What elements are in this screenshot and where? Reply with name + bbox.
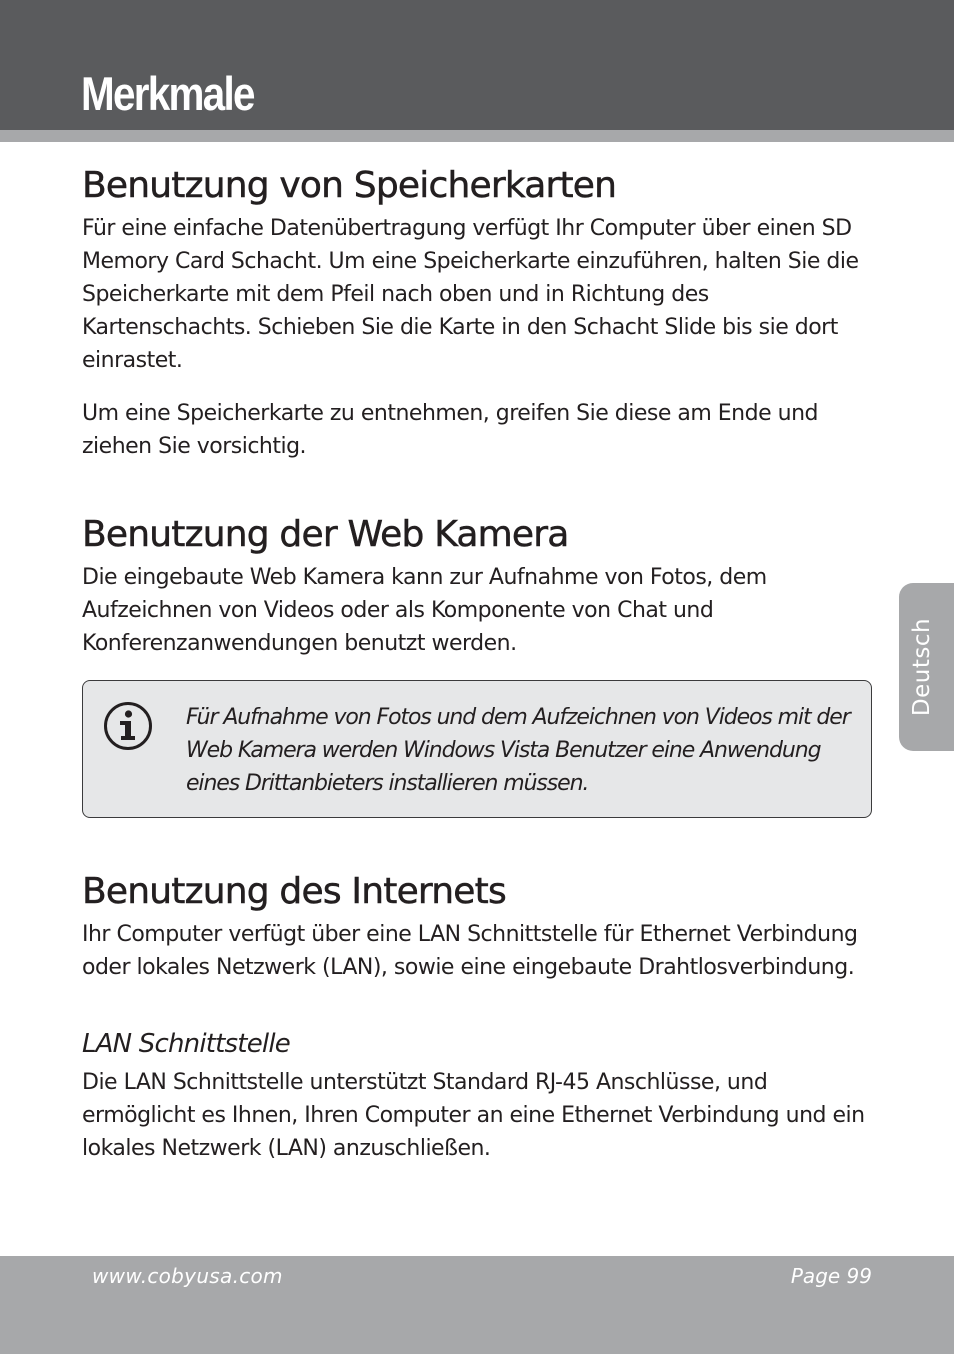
- note-box: [82, 680, 872, 818]
- section-paragraph: Um eine Speicherkarte zu entnehmen, greifen Sie diese am Ende und ziehen Sie vorsichtig.: [82, 401, 818, 459]
- subsection-paragraph: Die LAN Schnittstelle unterstützt Standard RJ-45 Anschlüsse, und ermöglicht es Ihnen, Ihren Computer an eine Ethernet Verbindung und ein lokales Netzwerk (LAN) anzuschließen.: [82, 1070, 865, 1161]
- section-heading: Benutzung von Speicherkarten: [82, 165, 617, 206]
- main-content: [82, 160, 874, 1165]
- section-memory-card: [82, 160, 874, 463]
- section-heading: Benutzung der Web Kamera: [82, 514, 569, 555]
- section-paragraph: Die eingebaute Web Kamera kann zur Aufnahme von Fotos, dem Aufzeichnen von Videos oder als Komponente von Chat und Konferenzanwendungen benutzt werden.: [82, 565, 767, 656]
- page-title: Merkmale: [81, 67, 254, 120]
- section-paragraph: Für eine einfache Datenübertragung verfügt Ihr Computer über einen SD Memory Card Schacht. Um eine Speicherkarte einzuführen, halten Sie die Speicherkarte mit dem Pfeil nach oben und in Richtung des Kartenschachts. Schieben Sie die Karte in den Schacht Slide bis sie dort einrastet.: [82, 216, 859, 373]
- language-tab-text: Deutsch: [909, 617, 936, 717]
- info-icon: [103, 701, 153, 751]
- language-tab-label: [898, 583, 946, 751]
- page-number: Page 99: [790, 1264, 872, 1288]
- footer-url: www.cobyusa.com: [92, 1264, 283, 1288]
- section-paragraph: Ihr Computer verfügt über eine LAN Schnittstelle für Ethernet Verbindung oder lokales Netzwerk (LAN), sowie eine eingebaute Drahtlosverbindung.: [82, 922, 858, 980]
- section-webcam: [82, 509, 874, 818]
- section-heading: Benutzung des Internets: [82, 871, 506, 912]
- header-stripe: [0, 130, 954, 142]
- section-internet: [82, 866, 874, 1165]
- subsection-heading: LAN Schnittstelle: [82, 1029, 290, 1059]
- note-text: Für Aufnahme von Fotos und dem Aufzeichnen von Videos mit der Web Kamera werden Windows Vista Benutzer eine Anwendung eines Drittanbieters installieren müssen.: [186, 705, 850, 796]
